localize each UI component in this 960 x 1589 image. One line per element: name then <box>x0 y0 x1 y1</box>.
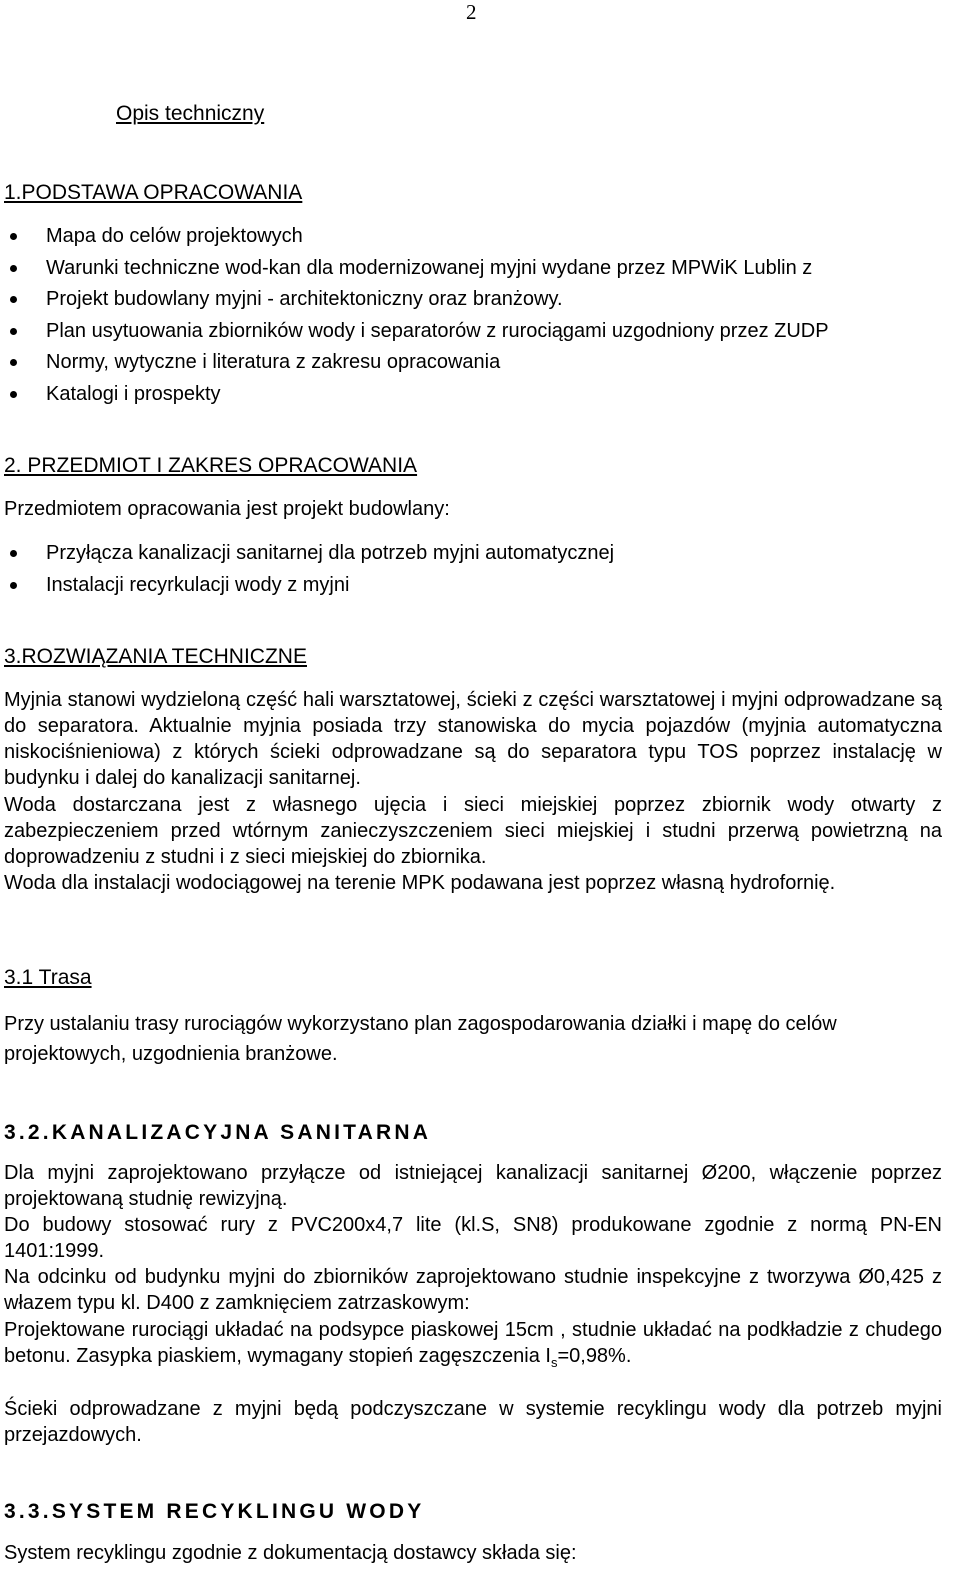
list-item: Warunki techniczne wod-kan dla modernizowanej myjni wydane przez MPWiK Lublin z <box>0 253 829 285</box>
section-3-3-heading: 3.3.SYSTEM RECYKLINGU WODY <box>4 1500 425 1523</box>
section-1-list <box>0 221 829 410</box>
section-2-list <box>0 538 614 601</box>
section-3-2-paragraph-4 <box>4 1317 942 1369</box>
section-1-heading: 1.PODSTAWA OPRACOWANIA <box>4 181 303 204</box>
paragraph-text: Projektowane rurociągi układać na podsypce piaskowej 15cm , studnie układać na podkładzie z chudego betonu. Zasypka piaskiem, wymagany stopień zagęszczenia I <box>4 1319 942 1367</box>
section-3-2-paragraph-5: Ścieki odprowadzane z myjni będą podczyszczane w systemie recyklingu wody dla potrzeb myjni przejazdowych. <box>4 1398 942 1446</box>
list-item: Instalacji recyrkulacji wody z myjni <box>0 570 614 602</box>
list-item: Plan usytuowania zbiorników wody i separatorów z rurociągami uzgodniony przez ZUDP <box>0 316 829 348</box>
section-3-3-paragraph: System recyklingu zgodnie z dokumentacją dostawcy składa się: <box>4 1542 577 1564</box>
section-2-heading: 2. PRZEDMIOT I ZAKRES OPRACOWANIA <box>4 454 418 477</box>
section-3-paragraph-1: Myjnia stanowi wydzieloną część hali warsztatowej, ścieki z części warsztatowej i myjni odprowadzane są do separatora. Aktualnie myjnia posiada trzy stanowiska do mycia pojazdów (myjnia automatyczna niskociśnieniowa) z których ścieki odprowadzane są do separatora typu TOS poprzez instalację w budynku i dalej do kanalizacji sanitarnej. <box>4 689 942 789</box>
section-3-2-paragraph-2: Do budowy stosować rury z PVC200x4,7 lite (kl.S, SN8) produkowane zgodnie z normą PN-EN 1401:1999. <box>4 1214 942 1262</box>
section-3-2-heading: 3.2.KANALIZACYJNA SANITARNA <box>4 1121 432 1144</box>
list-item: Mapa do celów projektowych <box>0 221 829 253</box>
section-3-1-heading: 3.1 Trasa <box>4 966 92 989</box>
list-item: Normy, wytyczne i literatura z zakresu opracowania <box>0 347 829 379</box>
section-3-2-paragraph-1: Dla myjni zaprojektowano przyłącze od istniejącej kanalizacji sanitarnej Ø200, włączenie poprzez projektowaną studnię rewizyjną. <box>4 1162 942 1210</box>
list-item: Przyłącza kanalizacji sanitarnej dla potrzeb myjni automatycznej <box>0 538 614 570</box>
section-3-heading: 3.ROZWIĄZANIA TECHNICZNE <box>4 645 307 668</box>
section-3-2-paragraph-3: Na odcinku od budynku myjni do zbiorników zaprojektowano studnie inspekcyjne z tworzywa Ø0,425 z włazem typu kl. D400 z zamknięciem zatrzaskowym: <box>4 1266 942 1314</box>
section-3-1-paragraph: Przy ustalaniu trasy rurociągów wykorzystano plan zagospodarowania działki i mapę do celów projektowych, uzgodnienia branżowe. <box>4 1013 837 1065</box>
subscript-s: s <box>550 1355 558 1370</box>
section-3-paragraph-2: Woda dostarczana jest z własnego ujęcia i sieci miejskiej poprzez zbiornik wody otwarty z zabezpieczeniem przed wtórnym zanieczyszczeniem sieci miejskiej i studni przerwą powietrzną na doprowadzeniu z studni i z sieci miejskiej do zbiornika. <box>4 794 942 868</box>
page-number: 2 <box>466 0 477 24</box>
list-item: Katalogi i prospekty <box>0 379 829 411</box>
document-title: Opis techniczny <box>116 102 265 125</box>
list-item: Projekt budowlany myjni - architektoniczny oraz branżowy. <box>0 284 829 316</box>
paragraph-tail: =0,98%. <box>557 1345 632 1367</box>
section-2-intro: Przedmiotem opracowania jest projekt budowlany: <box>4 498 450 520</box>
section-3-paragraph-3: Woda dla instalacji wodociągowej na terenie MPK podawana jest poprzez własną hydrofornię. <box>4 872 836 894</box>
